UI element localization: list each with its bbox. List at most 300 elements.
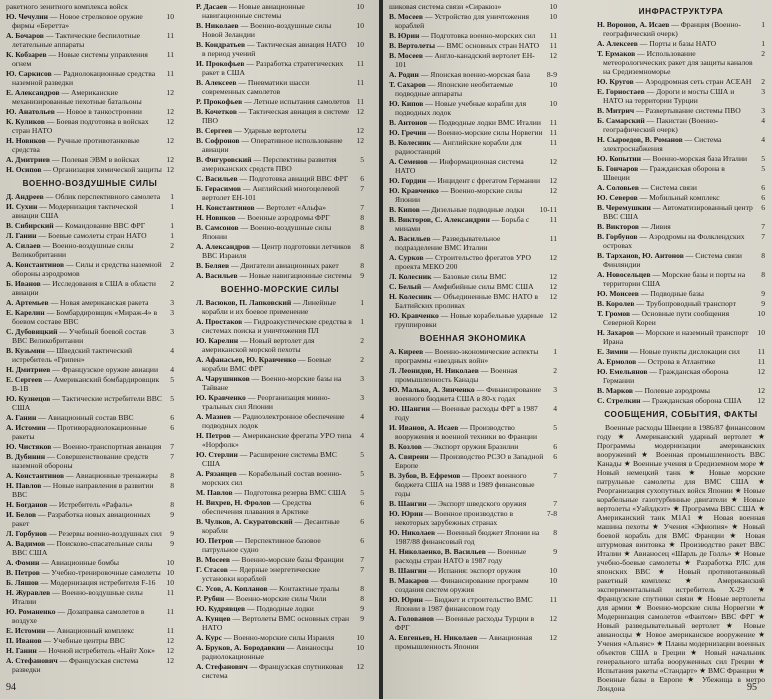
entry-title: — Силы и средства наземной обороны аэродромов [12, 260, 162, 278]
index-entry [6, 471, 174, 480]
entry-issue-number: 9 [553, 547, 557, 556]
index-entry [196, 174, 364, 183]
entry-author: Ю. Чечулин [6, 12, 49, 21]
index-entry [6, 500, 174, 509]
entry-issue-number: 7 [170, 452, 174, 461]
entry-author: Ю. Саркисов [6, 69, 52, 78]
index-entry [6, 298, 174, 307]
entry-author: Ю. Копытин [597, 154, 642, 163]
section-heading: ИНФРАСТРУКТУРА [638, 7, 724, 16]
entry-issue-number: 8 [360, 261, 364, 270]
entry-author: А. Семенов [389, 157, 428, 166]
entry-author: Н. Николаенко, В. Васильев [389, 547, 486, 556]
entry-issue-number: 6 [360, 536, 364, 545]
entry-issue-number: 7 [360, 555, 364, 564]
section-heading: ВОЕННАЯ ЭКОНОМИКА [419, 334, 527, 343]
entry-title: — Новые авиационные навигационные системы [202, 2, 305, 20]
entry-issue-number: 4 [170, 346, 174, 355]
entry-issue-number: 9 [360, 614, 364, 623]
index-entry [6, 241, 174, 259]
entry-title: — Трубопроводный транспорт [636, 299, 736, 308]
entry-issue-number: 12 [166, 117, 174, 126]
entry-author: А. Голованов [389, 614, 434, 623]
entry-title: — Англо-канадский вертолет EH-101 [395, 51, 535, 69]
entry-author: В. Викторов [597, 222, 640, 231]
index-entry [196, 223, 364, 241]
entry-issue-number: 3 [170, 308, 174, 317]
entry-author: Л. Леонидов, Н. Николаев [389, 366, 479, 375]
entry-issue-number: 10 [356, 2, 364, 11]
entry-title: — Авиационные бомбы [41, 558, 120, 567]
left-column-2 [196, 2, 364, 680]
entry-author: В. Кузьмин [6, 346, 45, 355]
index-entry [196, 2, 364, 20]
entry-issue-number: 11 [166, 607, 174, 616]
entry-author: А. Соловьев [597, 183, 639, 192]
entry-issue-number: 10 [356, 633, 364, 642]
entry-author: Л. Ганин [6, 231, 37, 240]
index-entry [597, 232, 765, 250]
entry-title: — Летные испытания самолетов [244, 97, 350, 106]
entry-issue-number: 8 [170, 500, 174, 509]
entry-issue-number: 7 [761, 222, 765, 231]
entry-issue-number: 12 [166, 155, 174, 164]
index-entry [6, 221, 174, 230]
entry-title: — Подводные лодки ВМС Италии [429, 118, 541, 127]
entry-title: — Новое в танкостроении [56, 107, 142, 116]
index-entry [196, 450, 364, 468]
entry-title: — Финансирование военного бюджета США в 80-х годах [395, 385, 542, 403]
entry-author: В. Алексеев [196, 78, 237, 87]
index-entry [389, 423, 557, 441]
index-entry [196, 643, 364, 661]
entry-issue-number: 11 [757, 357, 765, 366]
entry-issue-number: 11 [549, 118, 557, 127]
index-entry [196, 155, 364, 173]
index-entry [389, 311, 557, 329]
entry-author: Н. Захаров [597, 328, 634, 337]
entry-author: В. Фигуровский [196, 155, 252, 164]
entry-issue-number: 10 [356, 21, 364, 30]
index-entry [196, 565, 364, 583]
entry-issue-number: 3 [761, 87, 765, 96]
entry-title: — Гидроакустические средства в системах поиска и уничтожения ПЛ [202, 317, 352, 335]
entry-title: — Ударные вертолеты [234, 126, 307, 135]
index-entry [389, 633, 557, 651]
index-entry [196, 536, 364, 554]
entry-author: Т. Громов [597, 309, 631, 318]
index-entry [196, 184, 364, 202]
index-entry [196, 355, 364, 373]
index-entry [389, 176, 557, 185]
index-entry [389, 272, 557, 281]
index-entry [196, 271, 364, 280]
index-entry [389, 12, 557, 30]
entry-author: А. Афанасьев, Ю. Кравченко [196, 355, 297, 364]
entry-title: — Система электроснабжения [603, 135, 722, 153]
entry-issue-number: 4 [761, 116, 765, 125]
index-entry [6, 646, 174, 655]
entry-author: А. Вадимов [6, 539, 46, 548]
entry-issue-number: 10 [166, 568, 174, 577]
index-entry [196, 59, 364, 77]
entry-author: Ю. Кравченко [389, 186, 439, 195]
entry-title: — Исследования в США в области авиации [12, 279, 156, 297]
entry-issue-number: 3 [360, 393, 364, 402]
entry-author: Е. Сергеев [6, 375, 43, 384]
entry-title: — Военно-морские силы Японии [395, 186, 523, 204]
entry-author: В. Тарханов, Ю. Антонов [597, 251, 684, 260]
index-entry [389, 452, 557, 470]
entry-issue-number: 12 [757, 386, 765, 395]
entry-issue-number: 11 [549, 215, 557, 224]
entry-issue-number: 12 [549, 633, 557, 642]
index-entry [6, 588, 174, 606]
entry-author: Ю. Петров [196, 536, 234, 545]
section-heading-news: СООБЩЕНИЯ, СОБЫТИЯ, ФАКТЫ [604, 410, 758, 419]
entry-issue-number: 10-11 [539, 205, 557, 214]
entry-issue-number: 11 [356, 59, 364, 68]
entry-author: К. Куликов [6, 117, 45, 126]
entry-title: — Новые корабельные ударные группировки [395, 311, 544, 329]
entry-title: — Линейные корабли и их боевое применение [202, 298, 336, 316]
entry-title: — Острова в Атлантике [638, 357, 716, 366]
entry-issue-number: 12 [166, 656, 174, 665]
index-entry [389, 595, 557, 613]
entry-title: — Разработка стратегических ракет в США [202, 59, 344, 77]
index-entry [6, 69, 174, 87]
entry-issue-number: 12 [166, 107, 174, 116]
index-entry [196, 126, 364, 135]
index-entry [597, 116, 765, 134]
index-entry [6, 308, 174, 326]
entry-issue-number: 10 [549, 2, 557, 11]
entry-title: — Разведывательное подразделение ВМС Италии [395, 234, 501, 252]
entry-issue-number: 6 [360, 517, 364, 526]
entry-title: — Японская военно-морская база [420, 70, 530, 79]
entry-author: В. Чулков, А. Скуратовский [196, 517, 293, 526]
entry-issue-number: 12 [549, 311, 557, 320]
index-entry [597, 289, 765, 298]
index-entry [389, 128, 557, 137]
entry-author: А. Алексеев [597, 39, 638, 48]
entry-issue-number: 8 [360, 213, 364, 222]
entry-author: А. Свиреин [389, 452, 429, 461]
entry-title: — Военный бюджет Японии на 1987/88 финансовый год [395, 528, 540, 546]
entry-title: — Корабельный состав военно-морских сил [202, 469, 342, 487]
index-entry [597, 251, 765, 269]
right-column-1 [389, 2, 557, 672]
entry-author: В. Марков [597, 386, 634, 395]
entry-issue-number: 8 [360, 594, 364, 603]
entry-title: — Морские и наземный транспорт Ирана [603, 328, 749, 346]
entry-author: Ю. Гордин [389, 176, 427, 185]
entry-author: В. Шангин [389, 566, 427, 575]
entry-author: А. Васильев [389, 234, 431, 243]
entry-title: — Новый вертолет для американской морской пехоты [202, 336, 315, 354]
entry-author: П. Иванов [6, 636, 42, 645]
entry-issue-number: 3 [761, 106, 765, 115]
entry-issue-number: 6 [761, 183, 765, 192]
entry-issue-number: 8 [170, 471, 174, 480]
entry-title: — Экспорт оружия Бразилии [423, 442, 519, 451]
entry-title: — Военно-морские силы Чили [226, 594, 327, 603]
entry-title: — Учебные центры ВВС [43, 636, 125, 645]
entry-title: — Экспорт шведского оружия [428, 499, 527, 508]
entry-issue-number: 2 [170, 279, 174, 288]
index-entry [196, 78, 364, 96]
entry-issue-number: 9 [761, 289, 765, 298]
entry-author: Л. Горбунов [6, 529, 48, 538]
entry-issue-number: 1 [170, 192, 174, 201]
entry-title: — Гражданская оборона в Швеции [603, 164, 725, 182]
entry-author: С. Стрелкин [597, 396, 641, 405]
entry-title: — Новые пункты дислокации сил [630, 347, 740, 356]
entry-title: — Бомбардировщик «Мираж-4» в боевом составе ВВС [12, 308, 158, 326]
entry-issue-number: 12 [166, 88, 174, 97]
index-entry [389, 2, 557, 11]
entry-issue-number: 4 [170, 365, 174, 374]
index-entry [389, 118, 557, 127]
entry-author: В. Черемушкин [597, 203, 651, 212]
entry-issue-number: 9 [761, 299, 765, 308]
entry-author: В. Колесник [389, 138, 431, 147]
entry-issue-number: 1 [360, 298, 364, 307]
entry-title: — Военное производство в некоторых зарубежных странах [395, 509, 514, 527]
infrastructure-list [597, 7, 765, 405]
entry-title: — Военная промышленность Канады [395, 366, 518, 384]
entry-author: Н. Вихрев, Н. Фролов [196, 498, 271, 507]
entry-author: Р. Дасаев [196, 2, 228, 11]
entry-title: — Реорганизация минно-тральных сил Японии [202, 393, 331, 411]
right-page [383, 0, 771, 699]
entry-title: ракетного зенитного комплекса войск [6, 2, 128, 11]
entry-author: В. Антонов [389, 118, 428, 127]
index-entry [389, 347, 557, 365]
entry-title: — Франция (Военно-географический очерк) [603, 20, 741, 38]
entry-author: Е. Истомин [6, 626, 46, 635]
entry-author: Н. Журавлев [6, 588, 51, 597]
entry-title: — Вертолеты ВМС основных стран НАТО [202, 614, 350, 632]
entry-issue-number: 11 [166, 588, 174, 597]
entry-issue-number: 6 [170, 423, 174, 432]
index-entry [6, 375, 174, 393]
entry-issue-number: 11 [549, 128, 557, 137]
entry-issue-number: 12 [166, 165, 174, 174]
entry-title: — Военно-воздушные силы Новой Зеландии [202, 21, 332, 39]
entry-author: Ю. Емельянов [597, 367, 648, 376]
entry-author: А. Чарушников [196, 374, 250, 383]
entry-title: — Ядерные энергетические установки кораблей [202, 565, 320, 583]
entry-title: — Радиолокационные средства наземной разведки [12, 69, 156, 87]
index-entry [389, 292, 557, 310]
index-entry [389, 282, 557, 291]
entry-author: Ю. Чистяков [6, 442, 52, 451]
entry-issue-number: 7 [360, 203, 364, 212]
entry-issue-number: 8 [360, 223, 364, 232]
entry-author: А. Рязанцев [196, 469, 237, 478]
index-entry [389, 215, 557, 233]
entry-title: — Поисково-спасательные силы ВВС США [12, 539, 153, 557]
entry-title: — Авиационный состав ВВС [38, 413, 134, 422]
index-entry [6, 365, 174, 374]
index-entry [389, 157, 557, 175]
entry-author: Н. Новиков [6, 136, 46, 145]
index-entry [196, 107, 364, 125]
entry-issue-number: 10 [757, 309, 765, 318]
entry-author: А. Киреев [389, 347, 424, 356]
entry-issue-number: 4 [360, 412, 364, 421]
entry-author: В. Сибирский [6, 221, 54, 230]
entry-title: — Ливия [640, 222, 671, 231]
index-entry [6, 12, 174, 30]
entry-title: — Новые учебные корабли для подводных лодок [395, 99, 527, 117]
index-entry [389, 80, 557, 98]
index-entry [6, 346, 174, 364]
entry-title: — Дороги и мосты США и НАТО на территории Турции [603, 87, 735, 105]
index-entry [196, 374, 364, 392]
entry-title: — Военно-воздушные силы Великобритании [12, 241, 134, 259]
entry-author: Н. Павлов [6, 481, 42, 490]
index-entry [196, 633, 364, 642]
index-entry [597, 49, 765, 76]
entry-title: — Авиационный комплекс [47, 626, 135, 635]
news-paragraph: Военные расходы Швеции в 1986/87 финансовом году ★ Американский ударный вертолет ★ Программы модернизации американских вооружений ★ Военная промышленность ВВС Канады ★ Военные учения в Средиземном море ★ Новый немецкий танк ★ Новые морские патрульные самолеты для ВМС США ★ Реорганизация сухопутных войск Японии ★ Новые корабельные газотурбинные двигатели ★ Новые вертолеты «Уайлдкэт» ★ Программа ВВС США ★ Американский танк М1А1 ★ Новая военная машина пехоты ★ Учения «Эфиопия» ★ Новый боевой корабль для ВМС Франции ★ Новая штурмовая винтовка ★ Производство ракет ВВС Италии ★ Авианосец «Шарль де Голль» ★ Новые учебно-боевые самолеты ★ Разработка РЛС для японских ВВС ★ Новый противотанковый ракетный комплекс ★ Американский экспериментальный истребитель X-29 ★ Французские спутники связи ★ Новые вертолеты для армии ★ Военно-морские силы Норвегии ★ Модернизация самолетов «Фантом» ВВС ФРГ ★ Новый разведывательный вертолет ★ Новые авианосцы ★ Новое американское вооружение ★ Учения «Альянс» ★ Планы модернизации военных объектов США в Греции ★ Новый начальник генерального штаба вооруженных сил Греции ★ Испытания ракеты «Стандарт» ★ ВМС Франции ★ Военные базы в Европе ★ Убежища в метро Лондона [597, 423, 765, 693]
entry-issue-number: 6 [170, 413, 174, 422]
entry-issue-number: 11 [166, 31, 174, 40]
entry-title: — Контактные тралы [269, 584, 340, 593]
entry-issue-number: 4 [761, 135, 765, 144]
entry-title: — Истребитель «Рафаль» [49, 500, 133, 509]
entry-title: — Ручные противотанковые средства [12, 136, 140, 154]
entry-issue-number: 5 [170, 375, 174, 384]
entry-author: Ю. Стерлин [196, 450, 238, 459]
entry-title: — Десантные корабли [202, 517, 340, 535]
entry-issue-number: 8 [170, 481, 174, 490]
index-entry [196, 584, 364, 593]
entry-title: — Организация химической защиты [43, 165, 162, 174]
entry-title: — Разработка новых авиационных ракет [12, 510, 151, 528]
entry-title: — Тактическая авиация НАТО в период учений [202, 40, 347, 58]
entry-author: Л. Колесник [389, 272, 432, 281]
entry-issue-number: 10 [356, 40, 364, 49]
index-entry [6, 442, 174, 451]
entry-author: Ю. Северов [597, 193, 638, 202]
entry-title: — Производство вооружения и военной техники во Франции [395, 423, 538, 441]
entry-title: — Тактические беспилотные летательные аппараты [12, 31, 141, 49]
entry-issue-number: 12 [757, 396, 765, 405]
entry-title: — Строительство фрегатов УРО проекта МЕКО 200 [395, 253, 531, 271]
entry-issue-number: 10 [549, 12, 557, 21]
entry-title: — Японские необитаемые подводные аппараты [395, 80, 514, 98]
entry-author: А. Дмитриев [6, 155, 50, 164]
entry-issue-number: 7 [360, 184, 364, 193]
entry-issue-number: 2 [553, 366, 557, 375]
entry-author: Ю. Шангин [389, 404, 431, 413]
index-entry [389, 499, 557, 508]
index-entry [6, 423, 174, 441]
entry-title: — Новая американская ракета [50, 298, 149, 307]
entry-title: — Автоматизированный центр ВВС США [603, 203, 753, 221]
entry-title: — Полевые аэродромы [634, 386, 710, 395]
entry-author: И. Прокофьев [196, 59, 245, 68]
index-entry [597, 20, 765, 38]
index-entry [196, 498, 364, 516]
entry-author: Н. Петров [196, 431, 231, 440]
index-entry [6, 626, 174, 635]
entry-title: — Развертывание системы ПВО [636, 106, 741, 115]
entry-author: Н. Осипов [6, 165, 42, 174]
entry-issue-number: 3 [553, 385, 557, 394]
entry-author: В. Вертолеты [389, 41, 436, 50]
entry-author: А. Простаков [196, 317, 243, 326]
entry-issue-number: 9 [170, 539, 174, 548]
entry-title: — Американский бомбардировщик В-1В [12, 375, 160, 393]
entry-title: — Дозаправка самолетов в воздухе [12, 607, 145, 625]
entry-title: — Учебный боевой состав ВВС Великобритании [12, 327, 146, 345]
entry-issue-number: 6 [360, 498, 364, 507]
entry-issue-number: 12 [549, 272, 557, 281]
index-entry [196, 203, 364, 212]
index-entry [196, 393, 364, 411]
index-entry [6, 510, 174, 528]
entry-title: — Аэродромы на Фолклендских островах [603, 232, 745, 250]
entry-author: Ю. Романенко [6, 607, 56, 616]
entry-issue-number: 3 [170, 298, 174, 307]
index-entry [196, 469, 364, 487]
index-entry [389, 186, 557, 204]
index-entry [6, 558, 174, 567]
entry-title: — Производство РСЗО в Западной Европе [395, 452, 544, 470]
entry-title: — Основные пути сообщения Северной Кореи [603, 309, 730, 327]
entry-issue-number: 5 [360, 488, 364, 497]
index-entry [196, 517, 364, 535]
entry-issue-number: 1 [170, 231, 174, 240]
entry-title: — Французское оружие авиации [52, 365, 159, 374]
entry-title: — Борьба с минами [395, 215, 530, 233]
entry-title: — Подводные лодки [247, 604, 314, 613]
index-entry [6, 165, 174, 174]
entry-issue-number: 6 [761, 193, 765, 202]
entry-issue-number: 2 [761, 49, 765, 58]
index-entry [597, 347, 765, 356]
entry-author: Ю. Кузнецов [6, 394, 51, 403]
entry-title: — Авианосцы радиолокационные [202, 643, 334, 661]
entry-author: Т. Ермаков [597, 49, 636, 58]
entry-author: Н. Колесник [389, 292, 432, 301]
entry-title: — Военно-воздушные силы Японии [202, 223, 332, 241]
entry-issue-number: 12 [356, 662, 364, 671]
entry-title: — Военно-морские базы на Тайване [202, 374, 342, 392]
index-entry [196, 21, 364, 39]
entry-author: Б. Гончаров [597, 164, 639, 173]
entry-author: В. Королев [597, 299, 635, 308]
entry-author: Д. Андреев [6, 192, 44, 201]
index-entry [196, 336, 364, 354]
entry-author: И. Сухин [6, 202, 38, 211]
entry-issue-number: 10 [549, 99, 557, 108]
index-entry [597, 164, 765, 182]
index-entry [597, 328, 765, 346]
index-entry [6, 2, 174, 11]
entry-author: В. Самсонов [196, 223, 239, 232]
entry-author: С. Белый [389, 282, 422, 291]
entry-author: А. Евгеньев, Н. Николаев [389, 633, 478, 642]
entry-author: А. Артемьев [6, 298, 49, 307]
index-entry [6, 117, 174, 135]
section-heading: ВОЕННО-ВОЗДУШНЫЕ СИЛЫ [22, 179, 158, 188]
index-entry [6, 481, 174, 499]
